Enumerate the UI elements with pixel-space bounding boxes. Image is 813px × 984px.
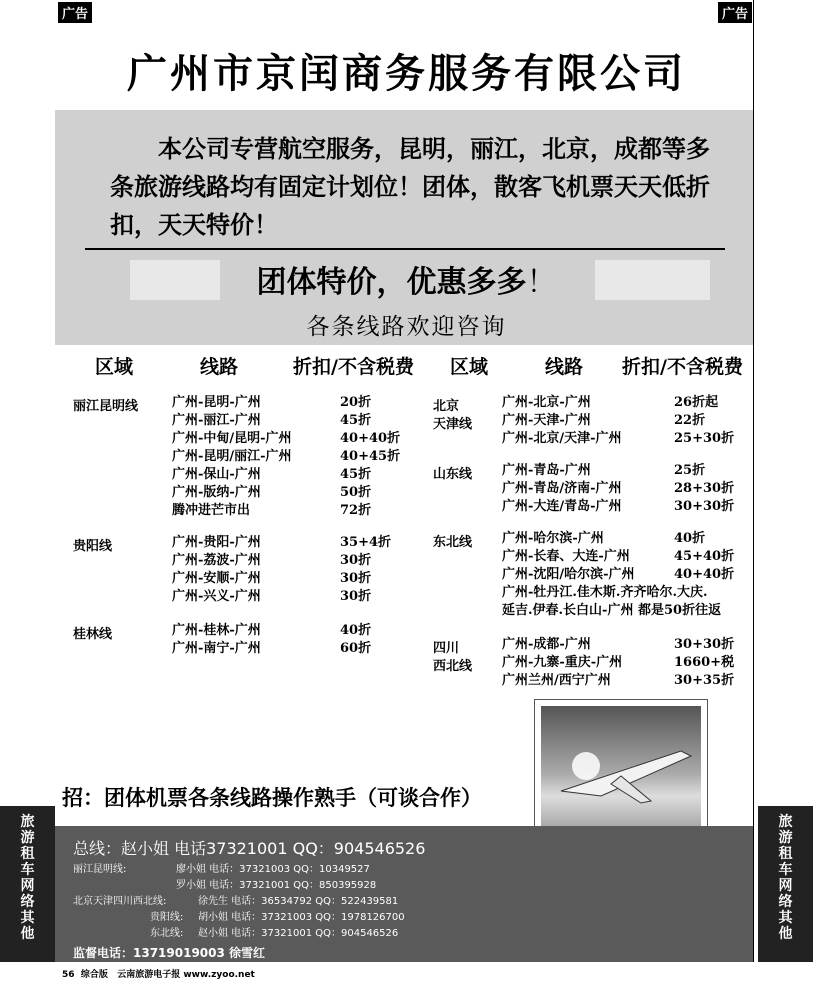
route-discount: 22折 — [674, 413, 706, 428]
region-label: 桂林线 — [73, 627, 113, 642]
supervise-phone: 监督电话：13719019003 徐雪红 — [73, 946, 266, 960]
region-label: 东北线 — [433, 535, 473, 550]
contact-main: 总线：赵小姐 电话37321001 QQ：904546526 — [73, 839, 426, 858]
northeast-extra-1: 广州-牡丹江.佳木斯.齐齐哈尔.大庆. — [502, 585, 708, 600]
route-name: 广州-南宁-广州 — [172, 641, 261, 656]
contact-line-label: 贵阳线: — [150, 912, 184, 923]
route-discount: 40+40折 — [340, 431, 401, 446]
route-discount: 45折 — [340, 413, 372, 428]
route-discount: 30+35折 — [674, 673, 735, 688]
region-label: 山东线 — [433, 467, 473, 482]
route-name: 广州-北京/天津-广州 — [502, 431, 622, 446]
side-tab-right-text: 旅游租车网络其他 — [778, 814, 793, 942]
route-name: 广州-保山-广州 — [172, 467, 261, 482]
route-name: 广州-沈阳/哈尔滨-广州 — [502, 567, 635, 582]
route-discount: 40+45折 — [340, 449, 401, 464]
route-name: 腾冲进芒市出 — [172, 503, 251, 518]
contact-line-text: 赵小姐 电话：37321001 QQ：904546526 — [198, 928, 399, 939]
contact-line-label: 北京天津四川西北线: — [73, 896, 167, 907]
route-discount: 1660+税 — [674, 655, 735, 670]
route-discount: 72折 — [340, 503, 372, 518]
region-label: 西北线 — [433, 659, 473, 674]
route-discount: 25折 — [674, 463, 706, 478]
footer — [62, 967, 255, 980]
route-name: 广州-九寨-重庆-广州 — [502, 655, 623, 670]
route-name: 广州兰州/西宁广州 — [502, 673, 611, 688]
route-name: 广州-昆明-广州 — [172, 395, 261, 410]
route-name: 广州-安顺-广州 — [172, 571, 261, 586]
route-discount: 45折 — [340, 467, 372, 482]
route-discount: 30+30折 — [674, 637, 735, 652]
route-discount: 40折 — [340, 623, 372, 638]
recruit-text: 招：团体机票各条线路操作熟手（可谈合作） — [62, 785, 482, 810]
footer-section: 综合版 — [80, 970, 108, 980]
ad-label-right: 广告 — [718, 2, 752, 23]
contact-line-label: 丽江昆明线: — [73, 864, 127, 875]
route-name: 广州-荔波-广州 — [172, 553, 261, 568]
region-label: 丽江昆明线 — [73, 399, 139, 414]
route-discount: 25+30折 — [674, 431, 735, 446]
route-name: 广州-北京-广州 — [502, 395, 591, 410]
region-label: 北京 — [433, 399, 460, 414]
header-route-left: 线路 — [200, 356, 239, 378]
ad-label-left: 广告 — [58, 2, 92, 23]
contact-line-text: 徐先生 电话：36534792 QQ：522439581 — [198, 896, 399, 907]
route-discount: 26折起 — [674, 395, 719, 410]
contact-line-text: 胡小姐 电话：37321003 QQ：1978126700 — [198, 912, 405, 923]
route-discount: 30+30折 — [674, 499, 735, 514]
footer-site: 云南旅游电子报 www.zyoo.net — [117, 970, 255, 980]
route-name: 广州-成都-广州 — [502, 637, 591, 652]
header-discount-left: 折扣/不含税费 — [293, 356, 414, 378]
company-name: 广州市京闰商务服务有限公司 — [127, 51, 686, 97]
route-discount: 30折 — [340, 589, 372, 604]
route-name: 广州-天津-广州 — [502, 413, 591, 428]
header-discount-right: 折扣/不含税费 — [622, 356, 743, 378]
route-name: 广州-长春、大连-广州 — [502, 549, 630, 564]
intro-text: 本公司专营航空服务，昆明，丽江，北京，成都等多条旅游线路均有固定计划位！团体，散客飞机票天天低折扣，天天特价！ — [110, 134, 710, 239]
route-name: 广州-贵阳-广州 — [172, 535, 261, 550]
contact-line-label: 东北线: — [150, 928, 184, 939]
route-name: 广州-青岛/济南-广州 — [502, 481, 622, 496]
route-name: 广州-大连/青岛-广州 — [502, 499, 622, 514]
route-name: 广州-中甸/昆明-广州 — [172, 431, 292, 446]
route-discount: 60折 — [340, 641, 372, 656]
route-name: 广州-昆明/丽江-广州 — [172, 449, 292, 464]
route-name: 广州-丽江-广州 — [172, 413, 261, 428]
route-discount: 30折 — [340, 553, 372, 568]
header-route-right: 线路 — [545, 356, 584, 378]
side-tab-right — [758, 806, 813, 962]
route-discount: 50折 — [340, 485, 372, 500]
route-discount: 40+40折 — [674, 567, 735, 582]
contact-line-text: 罗小姐 电话：37321001 QQ：850395928 — [176, 880, 377, 891]
footer-page: 56 — [62, 970, 75, 980]
northeast-extra-2: 延吉.伊春.长白山-广州 都是50折往返 — [502, 603, 722, 618]
route-name: 广州-兴义-广州 — [172, 589, 261, 604]
promo-title: 团体特价，优惠多多！ — [256, 265, 557, 300]
region-label: 天津线 — [433, 417, 473, 432]
region-label: 四川 — [433, 641, 460, 656]
route-discount: 35+4折 — [340, 535, 392, 550]
route-discount: 30折 — [340, 571, 372, 586]
side-tab-left-text: 旅游租车网络其他 — [20, 814, 35, 942]
route-name: 广州-版纳-广州 — [172, 485, 261, 500]
header-region-right: 区域 — [450, 356, 489, 378]
route-discount: 45+40折 — [674, 549, 735, 564]
header-region-left: 区域 — [95, 356, 134, 378]
page-edge-line — [753, 0, 754, 962]
route-name: 广州-桂林-广州 — [172, 623, 261, 638]
routes-heading: 各条线路欢迎咨询 — [306, 314, 507, 340]
route-discount: 20折 — [340, 395, 372, 410]
route-name: 广州-哈尔滨-广州 — [502, 531, 604, 546]
route-name: 广州-青岛-广州 — [502, 463, 591, 478]
route-discount: 28+30折 — [674, 481, 735, 496]
route-discount: 40折 — [674, 531, 706, 546]
divider — [85, 248, 725, 250]
side-tab-left — [0, 806, 55, 962]
contact-line-text: 廖小姐 电话：37321003 QQ：10349527 — [176, 864, 370, 875]
region-label: 贵阳线 — [73, 539, 113, 554]
